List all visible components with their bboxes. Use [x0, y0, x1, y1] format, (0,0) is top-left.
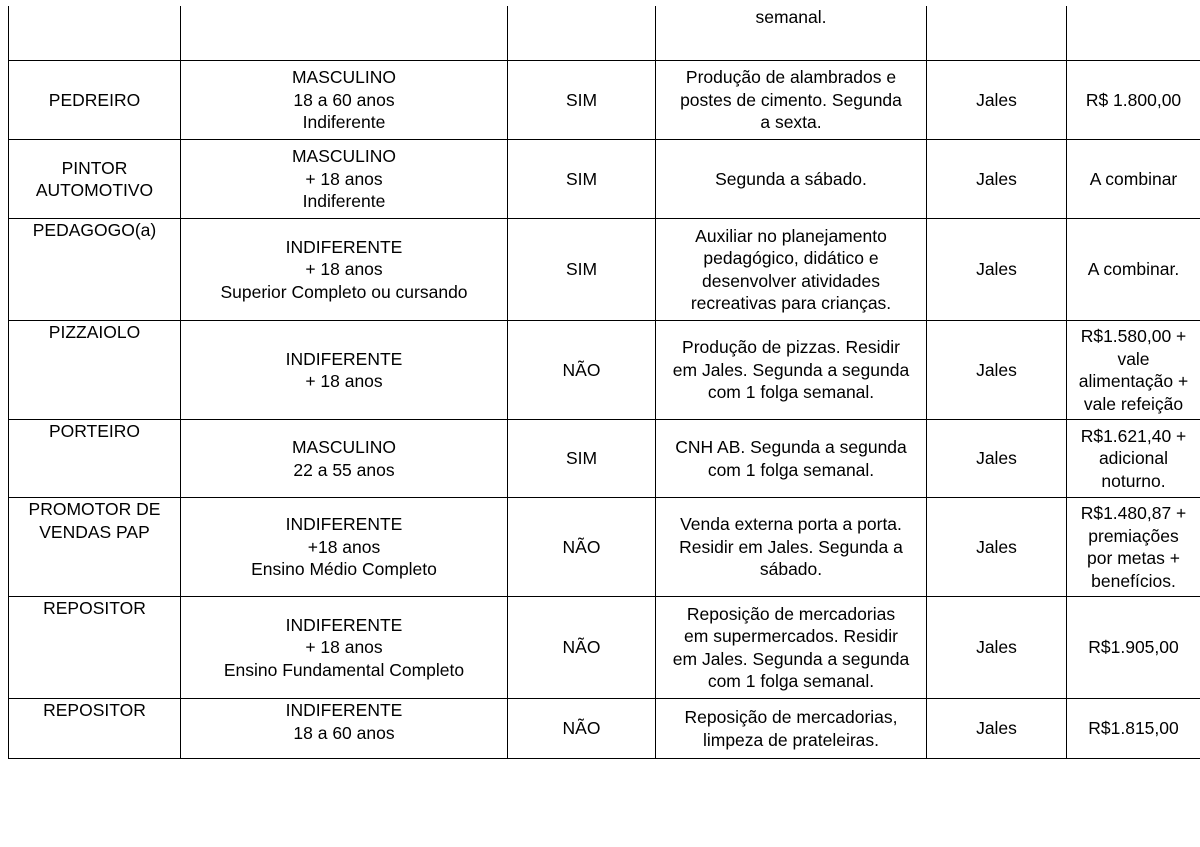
job-title-cell-line: PIZZAIOLO: [48, 322, 141, 342]
job-title-cell-line: VENDAS PAP: [39, 521, 150, 542]
job-title-cell: [9, 699, 181, 759]
city-cell-text: Jales: [976, 536, 1017, 557]
experience-cell: [508, 219, 656, 321]
description-cell: [656, 219, 927, 321]
description-cell-line: em Jales. Segunda a segunda: [672, 648, 910, 669]
requirements-cell-line: INDIFERENTE: [285, 700, 403, 720]
description-cell-line: Segunda a sábado.: [715, 168, 867, 189]
salary-cell: [1067, 140, 1200, 219]
description-cell: [656, 498, 927, 597]
job-title-cell-line: PORTEIRO: [48, 421, 141, 441]
salary-cell-line: noturno.: [1101, 470, 1166, 491]
experience-cell: [508, 597, 656, 699]
salary-cell: [1067, 321, 1200, 420]
table-row: [9, 597, 1200, 699]
requirements-cell: [181, 597, 508, 699]
table-row: [9, 6, 1200, 61]
city-cell: [927, 219, 1067, 321]
description-cell-line: Produção de alambrados e: [685, 67, 897, 88]
table-row: [9, 321, 1200, 420]
description-cell-line: com 1 folga semanal.: [707, 459, 875, 480]
description-cell-line: desenvolver atividades: [701, 270, 881, 291]
job-title-cell-line: PEDREIRO: [48, 89, 141, 110]
requirements-cell: [181, 140, 508, 219]
experience-cell: [508, 61, 656, 140]
job-title-cell-line: PINTOR: [61, 157, 128, 178]
experience-cell: [508, 140, 656, 219]
experience-cell: [508, 699, 656, 759]
city-cell: [927, 61, 1067, 140]
requirements-cell-line: + 18 anos: [305, 168, 383, 189]
salary-cell: [1067, 597, 1200, 699]
experience-cell: [508, 420, 656, 498]
experience-cell-text: SIM: [565, 259, 598, 280]
city-cell-text: Jales: [976, 89, 1017, 110]
requirements-cell-line: MASCULINO: [291, 67, 397, 88]
requirements-cell: [181, 321, 508, 420]
job-title-cell-line: PEDAGOGO(a): [32, 220, 157, 240]
requirements-cell-line: Indiferente: [302, 112, 386, 133]
salary-cell-line: R$1.580,00 +: [1080, 326, 1187, 346]
experience-cell-text: NÃO: [562, 536, 601, 557]
salary-cell-line: R$1.815,00: [1088, 718, 1179, 739]
experience-cell-text: SIM: [565, 89, 598, 110]
requirements-cell: [181, 699, 508, 759]
requirements-cell: [181, 61, 508, 140]
salary-cell-line: R$1.480,87 +: [1080, 503, 1187, 523]
requirements-cell-line: MASCULINO: [291, 146, 397, 167]
description-cell-line: Produção de pizzas. Residir: [682, 337, 900, 358]
salary-cell-line: R$1.621,40 +: [1080, 425, 1187, 446]
table-row: [9, 699, 1200, 759]
salary-cell-line: R$ 1.800,00: [1085, 89, 1182, 110]
job-title-cell: [9, 219, 181, 321]
description-cell-line: semanal.: [755, 7, 827, 27]
description-cell: [656, 597, 927, 699]
description-cell-line: Auxiliar no planejamento: [695, 225, 887, 246]
salary-cell-line: A combinar: [1089, 168, 1178, 189]
description-cell-line: Reposição de mercadorias,: [684, 707, 898, 727]
city-cell-text: Jales: [976, 718, 1017, 739]
description-cell-line: postes de cimento. Segunda: [680, 89, 902, 110]
city-cell: [927, 140, 1067, 219]
city-cell: [927, 321, 1067, 420]
salary-cell-line: R$1.905,00: [1088, 637, 1179, 658]
salary-cell: [1067, 699, 1200, 759]
city-cell: [927, 498, 1067, 597]
description-cell-line: com 1 folga semanal.: [707, 382, 875, 403]
table-row: [9, 61, 1200, 140]
experience-cell-text: SIM: [565, 168, 598, 189]
experience-cell: [508, 321, 656, 420]
salary-cell: [1067, 6, 1200, 61]
experience-cell-text: NÃO: [562, 718, 601, 739]
table-row: [9, 420, 1200, 498]
salary-cell-line: alimentação +: [1078, 371, 1189, 391]
description-cell-line: com 1 folga semanal.: [707, 671, 875, 691]
salary-cell: [1067, 61, 1200, 140]
description-cell: [656, 321, 927, 420]
description-cell-line: Reposição de mercadorias: [686, 603, 896, 624]
city-cell-text: Jales: [976, 448, 1017, 469]
salary-cell-line: vale: [1117, 348, 1150, 369]
description-cell-line: CNH AB. Segunda a segunda: [675, 437, 907, 457]
salary-cell: [1067, 498, 1200, 597]
city-cell: [927, 597, 1067, 699]
experience-cell-text: SIM: [565, 448, 598, 469]
table-row: [9, 140, 1200, 219]
table-row: [9, 219, 1200, 321]
city-cell: [927, 6, 1067, 61]
table-row: [9, 498, 1200, 597]
requirements-cell-line: MASCULINO: [291, 437, 397, 457]
city-cell-text: Jales: [976, 637, 1017, 658]
city-cell: [927, 699, 1067, 759]
job-title-cell: [9, 498, 181, 597]
experience-cell-text: NÃO: [562, 637, 601, 658]
experience-cell-text: NÃO: [562, 359, 601, 380]
requirements-cell-line: Superior Completo ou cursando: [220, 281, 468, 302]
description-cell-line: recreativas para crianças.: [690, 293, 892, 313]
experience-cell: [508, 6, 656, 61]
job-listings-table: [8, 6, 1200, 759]
city-cell-text: Jales: [976, 168, 1017, 189]
description-cell-line: sábado.: [759, 559, 823, 580]
city-cell-text: Jales: [976, 359, 1017, 380]
job-title-cell: [9, 140, 181, 219]
description-cell-line: limpeza de prateleiras.: [702, 729, 880, 750]
city-cell-text: Jales: [976, 259, 1017, 280]
requirements-cell-line: INDIFERENTE: [285, 614, 403, 635]
salary-cell-line: vale refeição: [1083, 393, 1184, 414]
requirements-cell: [181, 6, 508, 61]
requirements-cell-line: +18 anos: [307, 536, 381, 557]
description-cell: [656, 699, 927, 759]
salary-cell-line: premiações: [1088, 525, 1179, 546]
description-cell-line: em Jales. Segunda a segunda: [672, 359, 910, 380]
description-cell-line: Venda externa porta a porta.: [680, 514, 902, 535]
requirements-cell-line: Ensino Médio Completo: [251, 559, 437, 580]
requirements-cell-line: 18 a 60 anos: [293, 722, 395, 743]
job-listings-table-wrapper: [8, 6, 1200, 759]
requirements-cell-line: + 18 anos: [305, 259, 383, 280]
description-cell: [656, 420, 927, 498]
job-title-cell: [9, 420, 181, 498]
job-title-cell-line: PROMOTOR DE: [28, 499, 161, 519]
description-cell: [656, 61, 927, 140]
description-cell-line: pedagógico, didático e: [703, 248, 879, 268]
experience-cell: [508, 498, 656, 597]
job-title-cell: [9, 321, 181, 420]
requirements-cell-line: 22 a 55 anos: [293, 459, 395, 480]
city-cell: [927, 420, 1067, 498]
job-title-cell-line: REPOSITOR: [43, 700, 146, 720]
description-cell-line: Residir em Jales. Segunda a: [679, 536, 903, 557]
requirements-cell-line: INDIFERENTE: [285, 348, 403, 369]
requirements-cell-line: INDIFERENTE: [285, 514, 403, 535]
job-listings-body: [9, 6, 1200, 759]
requirements-cell-line: Ensino Fundamental Completo: [223, 659, 465, 680]
description-cell-line: a sexta.: [760, 112, 822, 133]
job-title-cell-line: AUTOMOTIVO: [35, 180, 154, 200]
salary-cell: [1067, 420, 1200, 498]
job-title-cell: [9, 597, 181, 699]
salary-cell-line: A combinar.: [1087, 259, 1180, 280]
salary-cell: [1067, 219, 1200, 321]
salary-cell-line: por metas +: [1087, 548, 1180, 568]
salary-cell-line: benefícios.: [1091, 570, 1176, 591]
requirements-cell-line: INDIFERENTE: [285, 236, 403, 257]
description-cell: [656, 140, 927, 219]
requirements-cell: [181, 498, 508, 597]
requirements-cell-line: 18 a 60 anos: [293, 89, 395, 110]
requirements-cell-line: Indiferente: [302, 191, 386, 212]
job-title-cell-line: REPOSITOR: [43, 598, 146, 618]
job-title-cell: [9, 61, 181, 140]
description-cell: [656, 6, 927, 61]
requirements-cell-line: + 18 anos: [305, 637, 383, 658]
requirements-cell: [181, 420, 508, 498]
salary-cell-line: adicional: [1098, 448, 1169, 469]
requirements-cell: [181, 219, 508, 321]
requirements-cell-line: + 18 anos: [305, 371, 383, 391]
job-title-cell: [9, 6, 181, 61]
description-cell-line: em supermercados. Residir: [684, 626, 898, 646]
